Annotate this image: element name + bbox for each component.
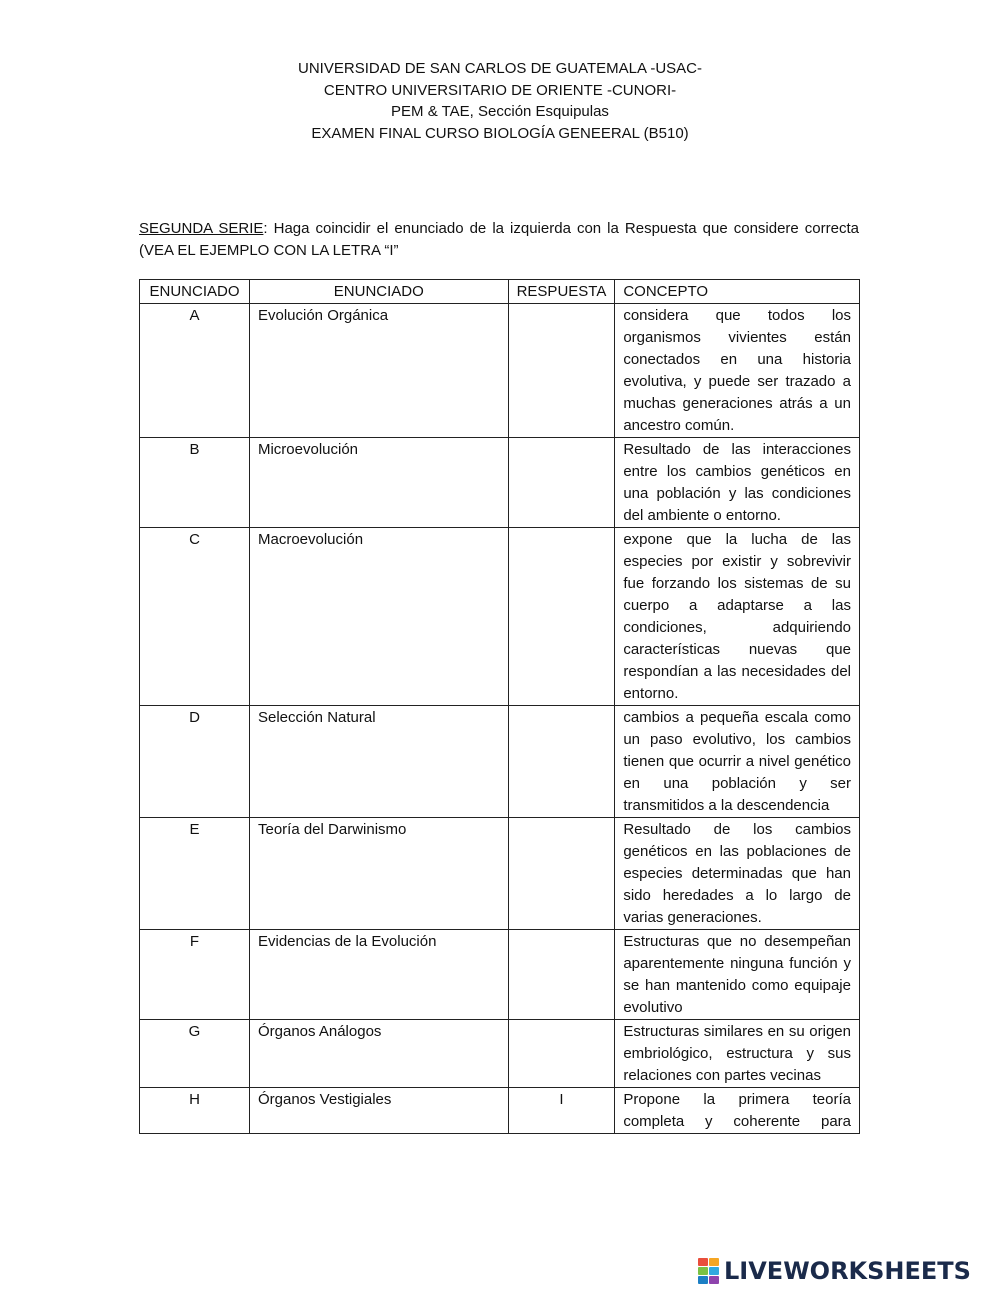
liveworksheets-logo: [698, 1256, 971, 1286]
row-concepto: Estructuras que no desempeñan aparentemente ninguna función y se han mantenido como equipaje evolutivo: [615, 930, 860, 1020]
logo-block: [698, 1267, 708, 1275]
row-concepto: cambios a pequeña escala como un paso evolutivo, los cambios tienen que ocurrir a nivel genético en una población y ser transmitidos a la descendencia: [615, 706, 860, 818]
header-enunciado: ENUNCIADO: [249, 280, 508, 304]
row-enunciado: Selección Natural: [249, 706, 508, 818]
row-enunciado: Microevolución: [249, 438, 508, 528]
answer-field[interactable]: [508, 1020, 615, 1088]
answer-field[interactable]: [508, 706, 615, 818]
row-letter: H: [140, 1088, 250, 1134]
row-enunciado: Teoría del Darwinismo: [249, 818, 508, 930]
matching-table: [139, 279, 860, 1134]
header-letter: ENUNCIADO: [140, 280, 250, 304]
answer-field[interactable]: [508, 930, 615, 1020]
serie-label: SEGUNDA SERIE: [139, 220, 264, 237]
section-name: PEM & TAE, Sección Esquipulas: [391, 103, 609, 120]
logo-block: [698, 1276, 708, 1284]
university-name: UNIVERSIDAD DE SAN CARLOS DE GUATEMALA -USAC-: [298, 60, 702, 77]
table-row: [140, 528, 860, 706]
answer-field[interactable]: [508, 528, 615, 706]
answer-field[interactable]: [508, 438, 615, 528]
table-row: [140, 930, 860, 1020]
row-enunciado: Órganos Análogos: [249, 1020, 508, 1088]
row-concepto: considera que todos los organismos vivientes están conectados en una historia evolutiva, y puede ser trazado a muchas generaciones atrás a un ancestro común.: [615, 304, 860, 438]
row-letter: F: [140, 930, 250, 1020]
table-row: [140, 438, 860, 528]
table-row: [140, 1088, 860, 1134]
row-concepto: Estructuras similares en su origen embriológico, estructura y sus relaciones con partes vecinas: [615, 1020, 860, 1088]
document-header: [0, 58, 1000, 144]
row-concepto: Resultado de las interacciones entre los cambios genéticos en una población y las condiciones del ambiente o entorno.: [615, 438, 860, 528]
answer-field[interactable]: [508, 304, 615, 438]
row-enunciado: Órganos Vestigiales: [249, 1088, 508, 1134]
row-concepto: Propone la primera teoría completa y coherente para: [615, 1088, 860, 1134]
row-letter: A: [140, 304, 250, 438]
row-letter: E: [140, 818, 250, 930]
exam-title: EXAMEN FINAL CURSO BIOLOGÍA GENEERAL (B510): [311, 124, 689, 142]
row-enunciado: Evolución Orgánica: [249, 304, 508, 438]
row-letter: G: [140, 1020, 250, 1088]
logo-blocks-icon: [698, 1258, 720, 1284]
instructions-text: : Haga coincidir el enunciado de la izquierda con la Respuesta que considere correcta (VEA EL EJEMPLO CON LA LETRA “I”: [139, 220, 859, 259]
logo-block: [709, 1276, 719, 1284]
row-enunciado: Macroevolución: [249, 528, 508, 706]
logo-block: [698, 1258, 708, 1266]
answer-field[interactable]: I: [508, 1088, 615, 1134]
table-row: [140, 818, 860, 930]
logo-text: LIVEWORKSHEETS: [724, 1257, 971, 1285]
logo-block: [709, 1267, 719, 1275]
table-row: [140, 1020, 860, 1088]
row-letter: B: [140, 438, 250, 528]
logo-block: [709, 1258, 719, 1266]
row-enunciado: Evidencias de la Evolución: [249, 930, 508, 1020]
row-concepto: expone que la lucha de las especies por existir y sobrevivir fue forzando los sistemas de su cuerpo a adaptarse a las condiciones, adquiriendo características nuevas que respondían a las necesidades del entorno.: [615, 528, 860, 706]
row-letter: D: [140, 706, 250, 818]
instructions: [139, 218, 859, 262]
table-row: [140, 304, 860, 438]
row-letter: C: [140, 528, 250, 706]
answer-field[interactable]: [508, 818, 615, 930]
header-concepto: CONCEPTO: [615, 280, 860, 304]
table-header-row: [140, 280, 860, 304]
center-name: CENTRO UNIVERSITARIO DE ORIENTE -CUNORI-: [323, 81, 677, 99]
header-respuesta: RESPUESTA: [508, 280, 615, 304]
table-row: [140, 706, 860, 818]
row-concepto: Resultado de los cambios genéticos en las poblaciones de especies determinadas que han sido heredades a lo largo de varias generaciones.: [615, 818, 860, 930]
